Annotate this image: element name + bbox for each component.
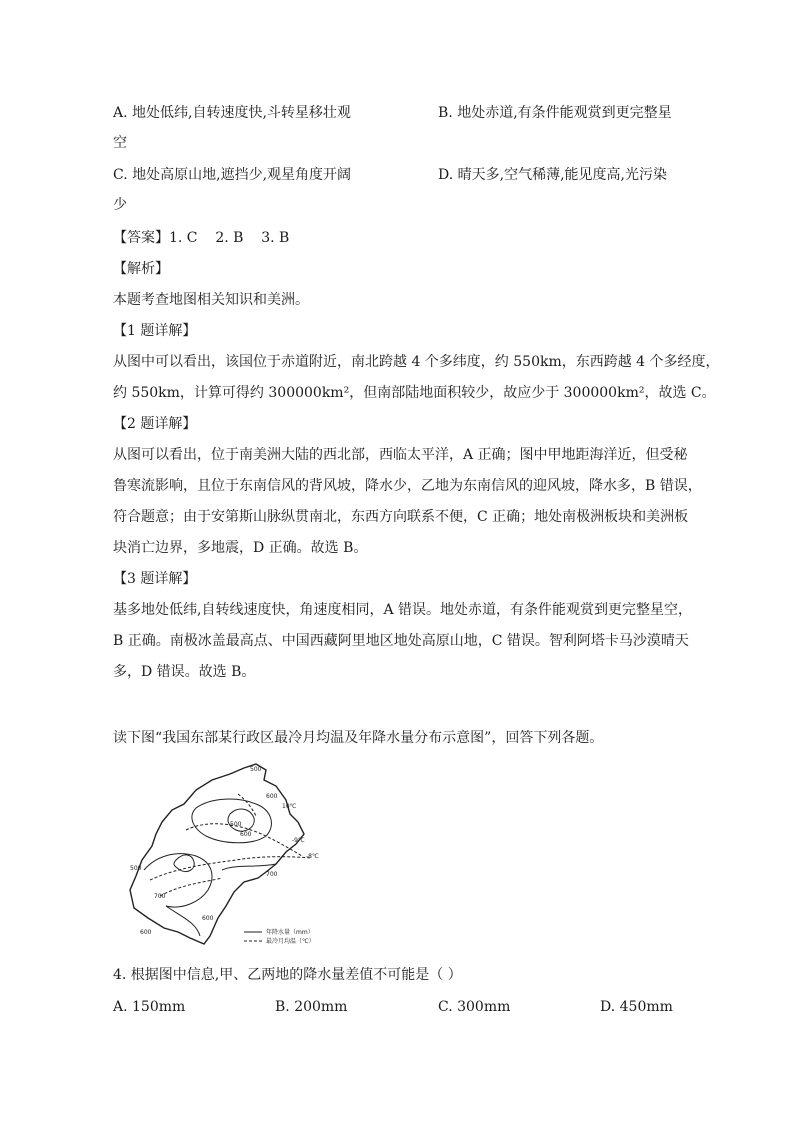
isotherm-3	[160, 878, 222, 896]
legend-precip-label: 年降水量（mm）	[266, 929, 314, 936]
q2-line-3: 符合题意；由于安第斯山脉纵贯南北，东西方向联系不便，C 正确；地处南极洲板块和美洲板	[113, 509, 689, 525]
q2-line-2: 鲁寒流影响，且位于东南信风的背风坡，降水少，乙地为东南信风的迎风坡，降水多，B 错误，	[113, 478, 702, 494]
q3-line-2: B 正确。南极冰盖最高点、中国西藏阿里地区地处高原山地，C 错误。智利阿塔卡马沙漠晴天	[113, 633, 689, 649]
q1-line-1: 从图中可以看出，该国位于赤道附近，南北跨越 4 个多纬度，约 550km，东西跨越 4 个多经度，	[113, 354, 720, 370]
isotherm-2	[150, 857, 312, 880]
contour-label: -8℃	[306, 853, 319, 860]
contour-label: 700	[266, 871, 278, 878]
option-b: B. 地处赤道,有条件能观赏到更完整星	[438, 105, 672, 121]
q1-heading: 【1 题详解】	[113, 323, 197, 339]
precip-contour-4	[166, 906, 200, 936]
contour-label: 600	[266, 793, 278, 800]
isotherm-1	[186, 824, 302, 856]
answer-label: 【答案】	[113, 230, 169, 246]
analysis-intro: 本题考查地图相关知识和美洲。	[113, 292, 309, 308]
option-c-wrap: 少	[113, 197, 127, 213]
climate-map-svg	[126, 760, 340, 950]
contour-label: 600	[202, 915, 214, 922]
q4-option-a: A. 150mm	[113, 999, 186, 1015]
q4-option-b: B. 200mm	[275, 999, 348, 1015]
contour-label: 10℃	[282, 803, 297, 810]
q2-line-1: 从图可以看出，位于南美洲大陆的西北部，西临太平洋，A 正确；图中甲地距海洋近，但受秘	[113, 447, 688, 463]
analysis-heading: 【解析】	[113, 261, 169, 277]
legend-temp-label: 最冷月均温（℃）	[266, 938, 315, 945]
question-4-stem: 4. 根据图中信息,甲、乙两地的降水量差值不可能是（ ）	[113, 967, 462, 983]
q3-heading: 【3 题详解】	[113, 571, 197, 587]
contour-label: 500	[230, 821, 242, 828]
isotherm-4	[238, 794, 256, 816]
option-c: C. 地处高原山地,遮挡少,观星角度开阔	[113, 167, 352, 183]
option-a-wrap: 空	[113, 135, 127, 151]
q4-option-d: D. 450mm	[600, 999, 673, 1015]
precip-contour-5	[222, 864, 276, 870]
region-boundary	[130, 764, 304, 944]
q4-option-c: C. 300mm	[438, 999, 511, 1015]
contour-label: 500	[250, 766, 262, 773]
option-a: A. 地处低纬,自转速度快,斗转星移壮观	[113, 105, 351, 121]
contour-label: 600	[240, 831, 252, 838]
q2-line-4: 块消亡边界，多地震，D 正确。故选 B。	[113, 540, 368, 556]
q3-line-3: 多，D 错误。故选 B。	[113, 664, 256, 680]
option-d: D. 晴天多,空气稀薄,能见度高,光污染	[438, 167, 667, 183]
contour-label: 700	[154, 893, 166, 900]
q2-heading: 【2 题详解】	[113, 416, 197, 432]
passage-text: 读下图“我国东部某行政区最冷月均温及年降水量分布示意图”，回答下列各题。	[113, 730, 604, 746]
climate-map-figure	[126, 760, 340, 950]
q1-line-2: 约 550km，计算可得约 300000km²，但南部陆地面积较少，故应少于 300000km²，故选 C。	[113, 385, 716, 401]
contour-label: 500	[130, 865, 142, 872]
contour-label: 600	[140, 929, 152, 936]
answer-value: 1. C 2. B 3. B	[169, 230, 290, 246]
q3-line-1: 基多地处低纬,自转线速度快，角速度相同，A 错误。地处赤道，有条件能观赏到更完整星空，	[113, 602, 693, 618]
answer-line	[113, 228, 289, 248]
contour-label: -9℃	[292, 837, 305, 844]
